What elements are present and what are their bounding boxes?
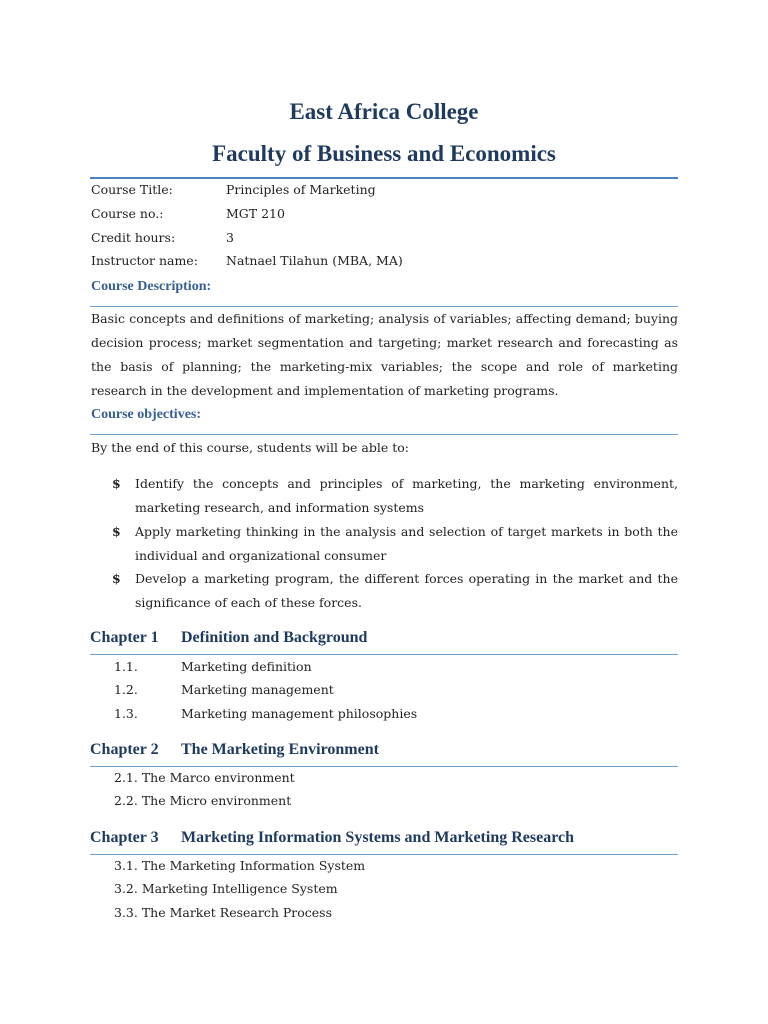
course-title-label: Course Title: [91, 182, 173, 197]
course-title-value: Principles of Marketing [226, 182, 376, 197]
objectives-lead: By the end of this course, students will be able to: [91, 440, 409, 455]
bullet-icon: $ [112, 476, 121, 491]
instructor-label: Instructor name: [91, 253, 198, 268]
chapter-3-heading [90, 828, 574, 848]
objective-item [112, 520, 678, 568]
credit-hours-label: Credit hours: [91, 230, 176, 245]
bullet-icon: $ [112, 571, 121, 586]
chapter-number: Chapter 2 [90, 741, 159, 758]
objective-text: Apply marketing thinking in the analysis and selection of target markets in both the individual and organizational consumer [135, 524, 678, 563]
chapter-title: Definition and Background [181, 629, 368, 646]
bullet-icon: $ [112, 524, 121, 539]
objective-item [112, 472, 678, 520]
chapter-number: Chapter 3 [90, 829, 159, 846]
chapter-2-section: 2.1. The Marco environment [114, 770, 295, 785]
section-number: 1.3. [114, 706, 138, 721]
chapter-2-rule [90, 766, 678, 767]
chapter-2-heading [90, 740, 379, 760]
chapter-3-section: 3.2. Marketing Intelligence System [114, 881, 338, 896]
course-no-value: MGT 210 [226, 206, 285, 221]
chapter-3-section: 3.1. The Marketing Information System [114, 858, 366, 873]
chapter-3-rule [90, 854, 678, 855]
section-number: 1.1. [114, 659, 138, 674]
objective-item [112, 567, 678, 615]
chapter-title: The Marketing Environment [181, 741, 379, 758]
objective-text: Identify the concepts and principles of marketing, the marketing environment, marketing research, and information systems [135, 476, 678, 515]
objectives-rule [90, 434, 678, 435]
chapter-title: Marketing Information Systems and Marketing Research [181, 829, 575, 846]
course-no-label: Course no.: [91, 206, 164, 221]
section-number: 1.2. [114, 682, 138, 697]
faculty-title: Faculty of Business and Economics [212, 141, 556, 166]
header-rule [90, 177, 678, 179]
section-title: Marketing definition [181, 659, 312, 674]
credit-hours-value: 3 [226, 230, 234, 245]
section-title: Marketing management [181, 682, 334, 697]
instructor-value: Natnael Tilahun (MBA, MA) [226, 253, 403, 268]
chapter-1-rule [90, 654, 678, 655]
course-description-heading: Course Description: [91, 279, 212, 294]
course-objectives-heading: Course objectives: [91, 407, 202, 422]
chapter-number: Chapter 1 [90, 629, 159, 646]
chapter-3-section: 3.3. The Market Research Process [114, 905, 332, 920]
chapter-2-section: 2.2. The Micro environment [114, 793, 292, 808]
chapter-1-heading [90, 628, 367, 648]
section-title: Marketing management philosophies [181, 706, 418, 721]
college-title: East Africa College [289, 99, 479, 124]
objective-text: Develop a marketing program, the different forces operating in the market and the significance of each of these forces. [135, 571, 678, 610]
course-description-text: Basic concepts and definitions of marketing; analysis of variables; affecting demand; buying decision process; market segmentation and targeting; market research and forecasting as the basis of planning; the marketing-mix variables; the scope and role of marketing research in the development and implementation of marketing programs. [91, 311, 678, 398]
